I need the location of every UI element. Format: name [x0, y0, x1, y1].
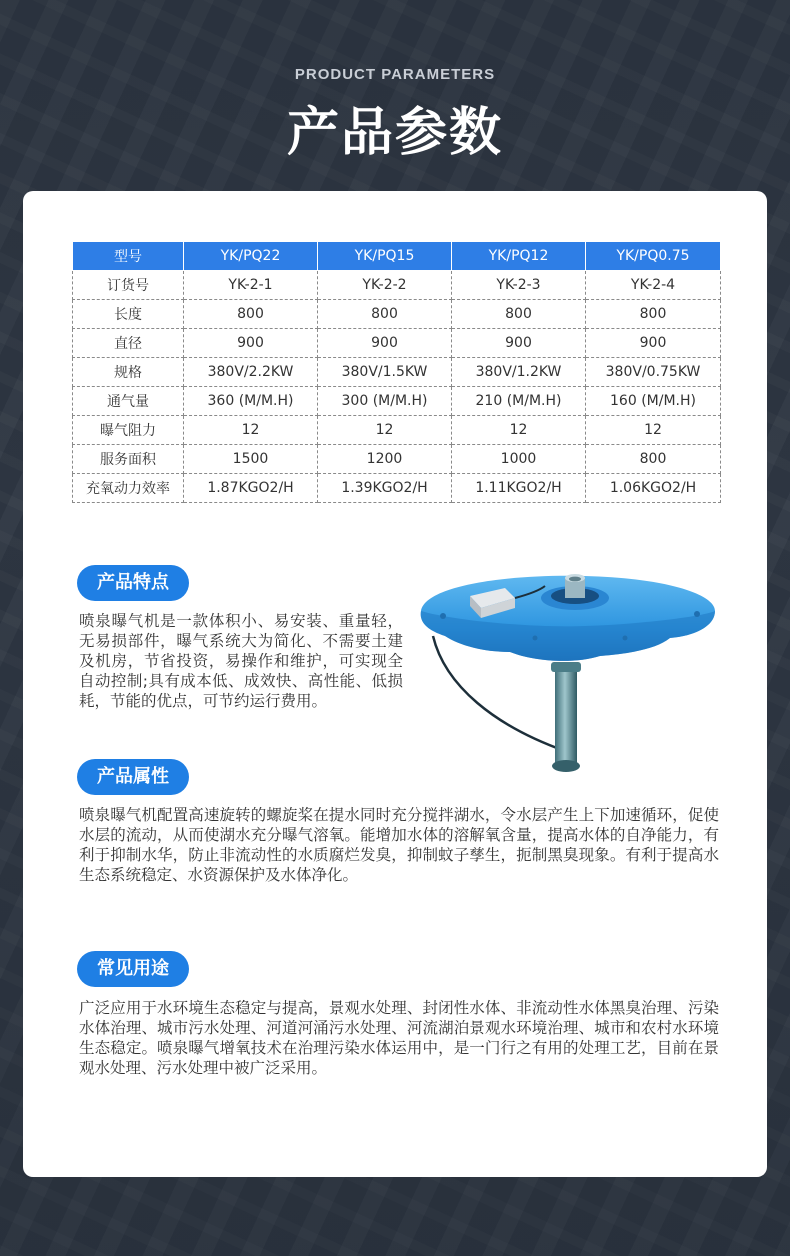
table-cell: 12 [586, 416, 721, 445]
table-cell: 服务面积 [73, 445, 184, 474]
table-cell: 1000 [452, 445, 586, 474]
table-cell: YK-2-4 [586, 271, 721, 300]
table-cell: 300 (M/M.H) [318, 387, 452, 416]
table-cell: 1200 [318, 445, 452, 474]
table-cell: 通气量 [73, 387, 184, 416]
attributes-text: 喷泉曝气机配置高速旋转的螺旋桨在提水同时充分搅拌湖水，令水层产生上下加速循环，促使水层的流动，从而使湖水充分曝气溶氧。能增加水体的溶解氧含量，提高水体的自净能力，有利于抑制水华，防止非流动性的水质腐烂发臭，抑制蚊子孳生，扼制黑臭现象。有利于提高水生态系统稳定、水资源保护及水体净化。 [79, 806, 719, 884]
parameters-table [72, 241, 721, 503]
table-cell: 1500 [184, 445, 318, 474]
table-cell: 380V/0.75KW [586, 358, 721, 387]
table-row [73, 300, 721, 329]
table-cell: 160 (M/M.H) [586, 387, 721, 416]
table-header-cell: YK/PQ12 [452, 242, 586, 271]
table-cell: 直径 [73, 329, 184, 358]
table-row [73, 329, 721, 358]
table-row [73, 271, 721, 300]
table-cell: 380V/2.2KW [184, 358, 318, 387]
features-text: 喷泉曝气机是一款体积小、易安装、重量轻，无易损部件，曝气系统大为简化、不需要土建及机房，节省投资，易操作和维护，可实现全自动控制;具有成本低、成效快、高性能、低损耗，节能的优点，可节约运行费用。 [79, 612, 403, 710]
usage-text: 广泛应用于水环境生态稳定与提高，景观水处理、封闭性水体、非流动性水体黑臭治理、污染水体治理、城市污水处理、河道河涌污水处理、河流湖泊景观水环境治理、城市和农村水环境生态稳定。喷泉曝气增氧技术在治理污染水体运用中，是一门行之有用的处理工艺，目前在景观水处理、污水处理中被广泛采用。 [79, 999, 719, 1077]
page-title: 产品参数 [286, 103, 503, 163]
table-cell: 12 [318, 416, 452, 445]
table-header-cell: YK/PQ15 [318, 242, 452, 271]
content-card [23, 191, 767, 1177]
table-cell: 1.39KGO2/H [318, 474, 452, 503]
table-row [73, 387, 721, 416]
table-cell: 曝气阻力 [73, 416, 184, 445]
table-cell: 800 [452, 300, 586, 329]
table-cell: 1.06KGO2/H [586, 474, 721, 503]
table-cell: 380V/1.5KW [318, 358, 452, 387]
table-cell: 规格 [73, 358, 184, 387]
table-cell: 210 (M/M.H) [452, 387, 586, 416]
table-cell: 800 [586, 300, 721, 329]
table-header-cell: 型号 [73, 242, 184, 271]
table-cell: 900 [318, 329, 452, 358]
table-cell: 900 [586, 329, 721, 358]
table-cell: 380V/1.2KW [452, 358, 586, 387]
table-cell: 900 [184, 329, 318, 358]
table-cell: YK-2-3 [452, 271, 586, 300]
table-header-cell: YK/PQ0.75 [586, 242, 721, 271]
section-subtitle: PRODUCT PARAMETERS [294, 66, 496, 83]
aerator-product-image [415, 566, 725, 781]
table-cell: 12 [184, 416, 318, 445]
table-row [73, 358, 721, 387]
table-cell: 800 [586, 445, 721, 474]
table-cell: 长度 [73, 300, 184, 329]
table-row [73, 474, 721, 503]
table-cell: YK-2-1 [184, 271, 318, 300]
usage-heading-badge: 常见用途 [77, 951, 189, 987]
table-cell: 1.87KGO2/H [184, 474, 318, 503]
table-header-row [73, 242, 721, 271]
table-cell: YK-2-2 [318, 271, 452, 300]
table-cell: 充氧动力效率 [73, 474, 184, 503]
table-cell: 订货号 [73, 271, 184, 300]
table-row [73, 416, 721, 445]
table-cell: 360 (M/M.H) [184, 387, 318, 416]
table-cell: 12 [452, 416, 586, 445]
table-header-cell: YK/PQ22 [184, 242, 318, 271]
features-heading-badge: 产品特点 [77, 565, 189, 601]
table-cell: 800 [318, 300, 452, 329]
attributes-heading-badge: 产品属性 [77, 759, 189, 795]
table-cell: 900 [452, 329, 586, 358]
table-cell: 800 [184, 300, 318, 329]
table-cell: 1.11KGO2/H [452, 474, 586, 503]
table-row [73, 445, 721, 474]
